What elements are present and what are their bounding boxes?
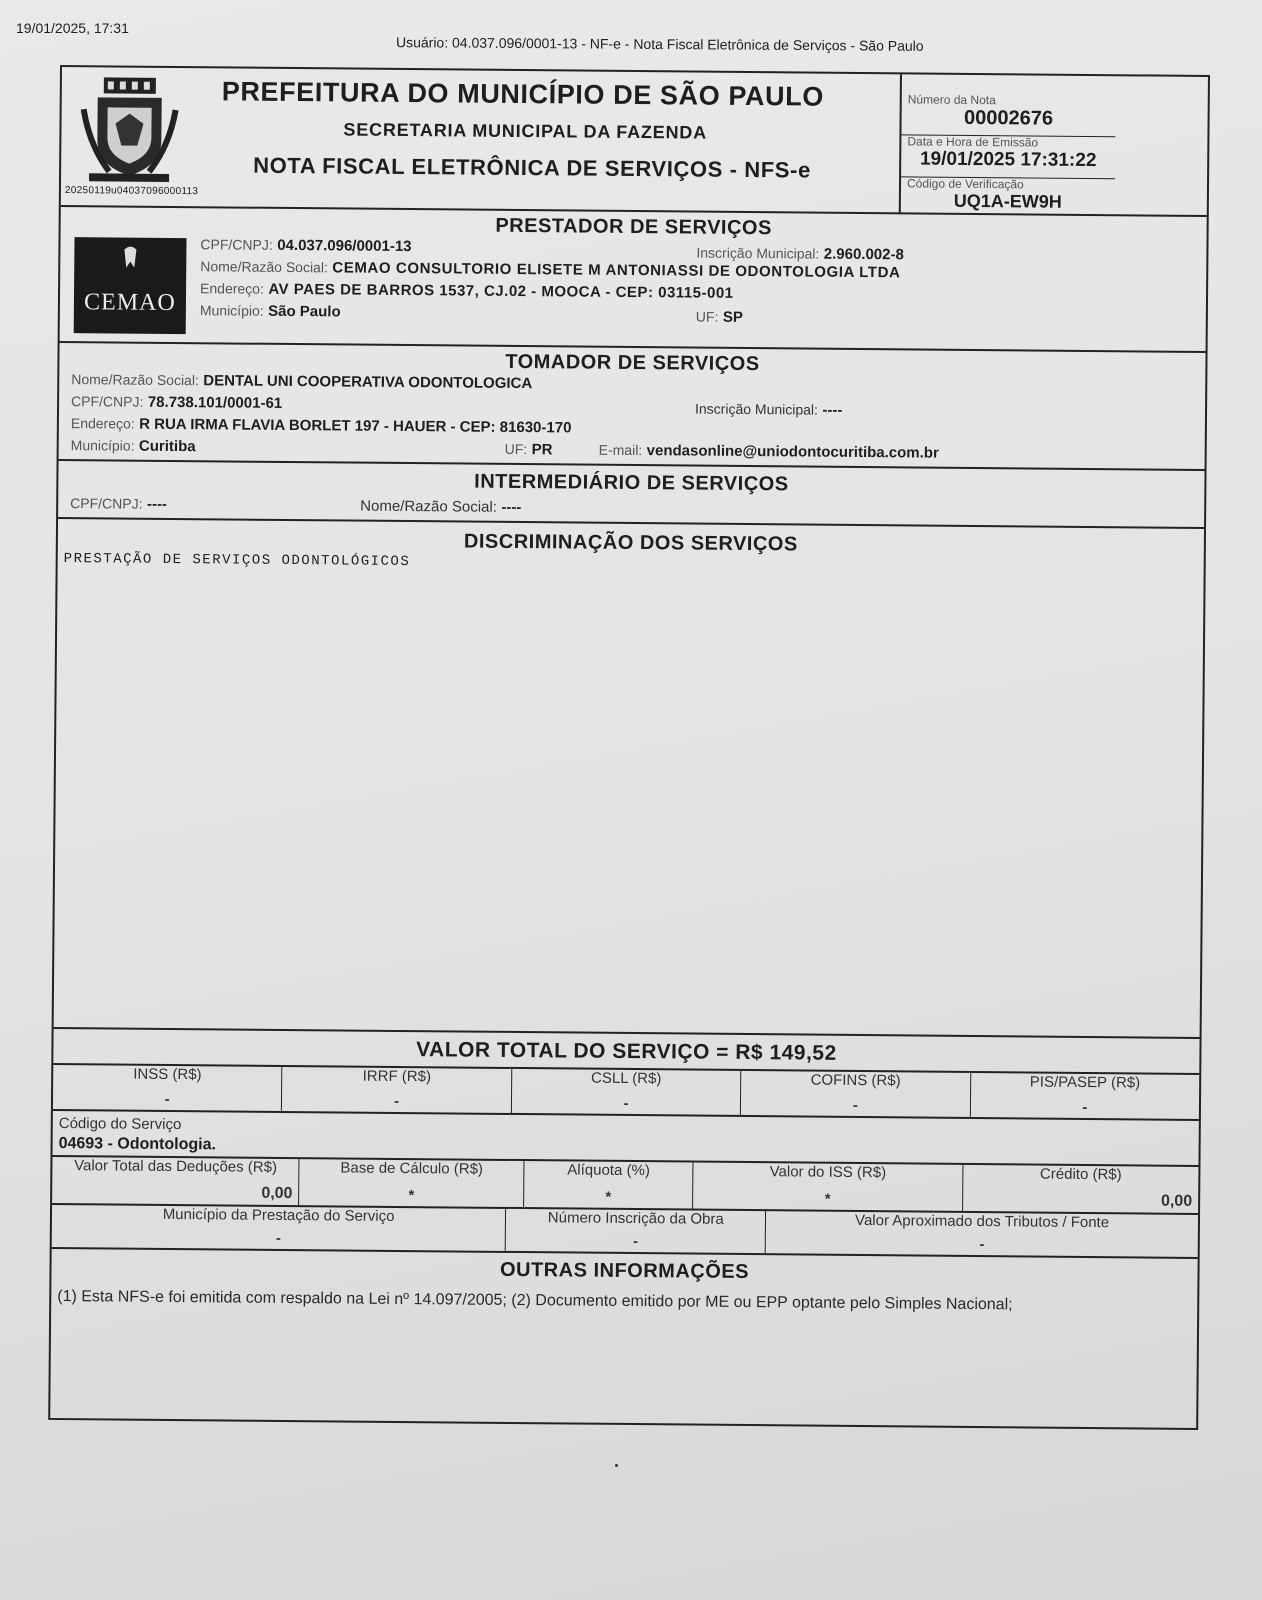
tomador-endereco-row [71,415,572,437]
note-info-box [899,74,1116,216]
intermediario-nome-row [360,498,521,517]
prestador-im-label: Inscrição Municipal: [696,244,820,262]
tributo-pis-pasep: PIS/PASEP (R$) - [1029,1073,1141,1116]
tomador-im: ---- [822,401,843,419]
print-user-line: Usuário: 04.037.096/0001-13 - NF-e - Nota Fiscal Eletrônica de Serviços - São Paulo [395,34,924,54]
tomador-im-label: Inscrição Municipal: [694,400,819,418]
prestador-section [60,207,1207,353]
prestador-uf-row [696,309,743,327]
note-number: 00002676 [963,106,1054,130]
emission-label: Data e Hora de Emissão [907,134,1039,150]
document-type: NOTA FISCAL ELETRÔNICA DE SERVIÇOS - NFS-e [253,152,811,183]
page-subtitle: SECRETARIA MUNICIPAL DA FAZENDA [343,119,708,143]
tomador-email-label: E-mail: [598,441,643,459]
verification-cell [901,176,1115,216]
prestador-uf-label: UF: [695,308,719,325]
note-number-label: Número da Nota [907,92,996,108]
prestador-nome-label: Nome/Razão Social: [200,258,328,276]
municipio-prestacao: Município da Prestação do Serviço - [52,1205,507,1251]
tomador-endereco-label: Endereço: [70,415,135,432]
verification-code: UQ1A-EW9H [953,190,1062,212]
servico-label: Código do Serviço [58,1115,182,1134]
prestador-title: PRESTADOR DE SERVIÇOS [495,214,772,240]
logo-text: CEMAO [83,289,176,317]
prestador-municipio-row [200,302,341,321]
tomador-nome-label: Nome/Razão Social: [71,371,199,389]
cemao-logo [74,237,187,334]
tomador-im-row [695,401,843,420]
tomador-cpf: 78.738.101/0001-61 [147,393,283,412]
tributo-irrf: IRRF (R$) - [282,1067,512,1113]
intermediario-title: INTERMEDIÁRIO DE SERVIÇOS [474,470,789,496]
credito: Crédito (R$) 0,00 [1039,1165,1193,1210]
aliquota: Alíquota (%) * [524,1161,693,1208]
valor-aproximado-tributos: Valor Aproximado dos Tributos / Fonte - [855,1211,1110,1254]
prestador-cpf-row [200,236,411,256]
intermediario-cpf-row [70,495,167,514]
tomador-uf-label: UF: [504,440,528,458]
tomador-uf-row [505,441,553,459]
prestador-municipio: São Paulo [268,302,341,321]
tomador-cpf-label: CPF/CNPJ: [71,393,144,410]
tooth-icon [74,237,186,288]
page-title: PREFEITURA DO MUNICÍPIO DE SÃO PAULO [221,76,825,112]
base-calculo: Base de Cálculo (R$) * [299,1159,524,1207]
print-datetime: 19/01/2025, 17:31 [16,20,129,36]
tomador-nome-row [71,371,532,393]
prestador-im-row [696,245,904,265]
emission-cell [901,134,1115,179]
tomador-municipio: Curitiba [138,437,196,456]
tomador-municipio-row [71,437,196,456]
coat-of-arms-icon [79,75,180,184]
outras-title: OUTRAS INFORMAÇÕES [499,1258,750,1284]
tributo-cofins: COFINS (R$) - [741,1071,971,1117]
discriminacao-title: DISCRIMINAÇÃO DOS SERVIÇOS [463,530,798,556]
prestador-municipio-label: Município: [199,302,264,319]
valor-iss: Valor do ISS (R$) * [693,1163,963,1211]
prestador-cpf-label: CPF/CNPJ: [200,236,273,253]
tomador-cpf-row [71,393,282,413]
tributo-csll: CSLL (R$) - [512,1069,742,1115]
outras-section [50,1249,1197,1428]
prestador-im: 2.960.002-8 [823,245,904,264]
intermediario-section [58,461,1204,529]
tributo-inss: INSS (R$) - [53,1065,283,1111]
intermediario-nome-label: Nome/Razão Social: [360,497,497,516]
deducao-total: Valor Total das Deduções (R$) 0,00 [52,1157,300,1205]
prestador-cpf: 04.037.096/0001-13 [277,236,412,256]
crest-code: 20250119u04037096000113 [64,185,199,198]
numero-inscricao-obra: Número Inscrição da Obra - [506,1209,766,1253]
outras-text: (1) Esta NFS-e foi emitida com respaldo na Lei nº 14.097/2005; (2) Documento emitido por ME ou EPP optante pelo Simples Nacional; [57,1288,1013,1314]
valor-total: VALOR TOTAL DO SERVIÇO = R$ 149,52 [416,1038,837,1065]
paper-speck [615,1464,618,1467]
discriminacao-text: PRESTAÇÃO DE SERVIÇOS ODONTOLÓGICOS [63,551,411,571]
tomador-municipio-label: Município: [70,437,135,454]
tomador-title: TOMADOR DE SERVIÇOS [505,350,760,376]
servico-code: 04693 - Odontologia. [58,1135,217,1154]
tomador-nome: DENTAL UNI COOPERATIVA ODONTOLOGICA [203,372,533,393]
emission-datetime: 19/01/2025 17:31:22 [919,148,1097,172]
intermediario-nome: ---- [501,498,522,517]
note-number-cell [901,92,1115,137]
tomador-endereco: R RUA IRMA FLAVIA BORLET 197 - HAUER - CEP: 81630-170 [139,415,572,437]
prestador-endereco: AV PAES DE BARROS 1537, CJ.02 - MOOCA - CEP: 03115-001 [268,280,734,302]
nfse-document [48,65,1210,1430]
intermediario-cpf: ---- [146,495,168,513]
tomador-email: vendasonline@uniodontocuritiba.com.br [646,442,939,462]
prestador-uf: SP [722,308,743,326]
tomador-email-row [599,442,939,463]
tomador-section [59,343,1206,471]
prestador-nome: CEMAO CONSULTORIO ELISETE M ANTONIASSI DE ODONTOLOGIA LTDA [332,259,901,282]
intermediario-cpf-label: CPF/CNPJ: [70,495,143,512]
prestador-endereco-label: Endereço: [200,280,264,297]
verification-label: Código de Verificação [906,176,1024,192]
tomador-uf: PR [531,441,553,459]
discriminacao-section [54,519,1204,1039]
document-header [61,67,1208,217]
prestador-endereco-row [200,280,734,303]
